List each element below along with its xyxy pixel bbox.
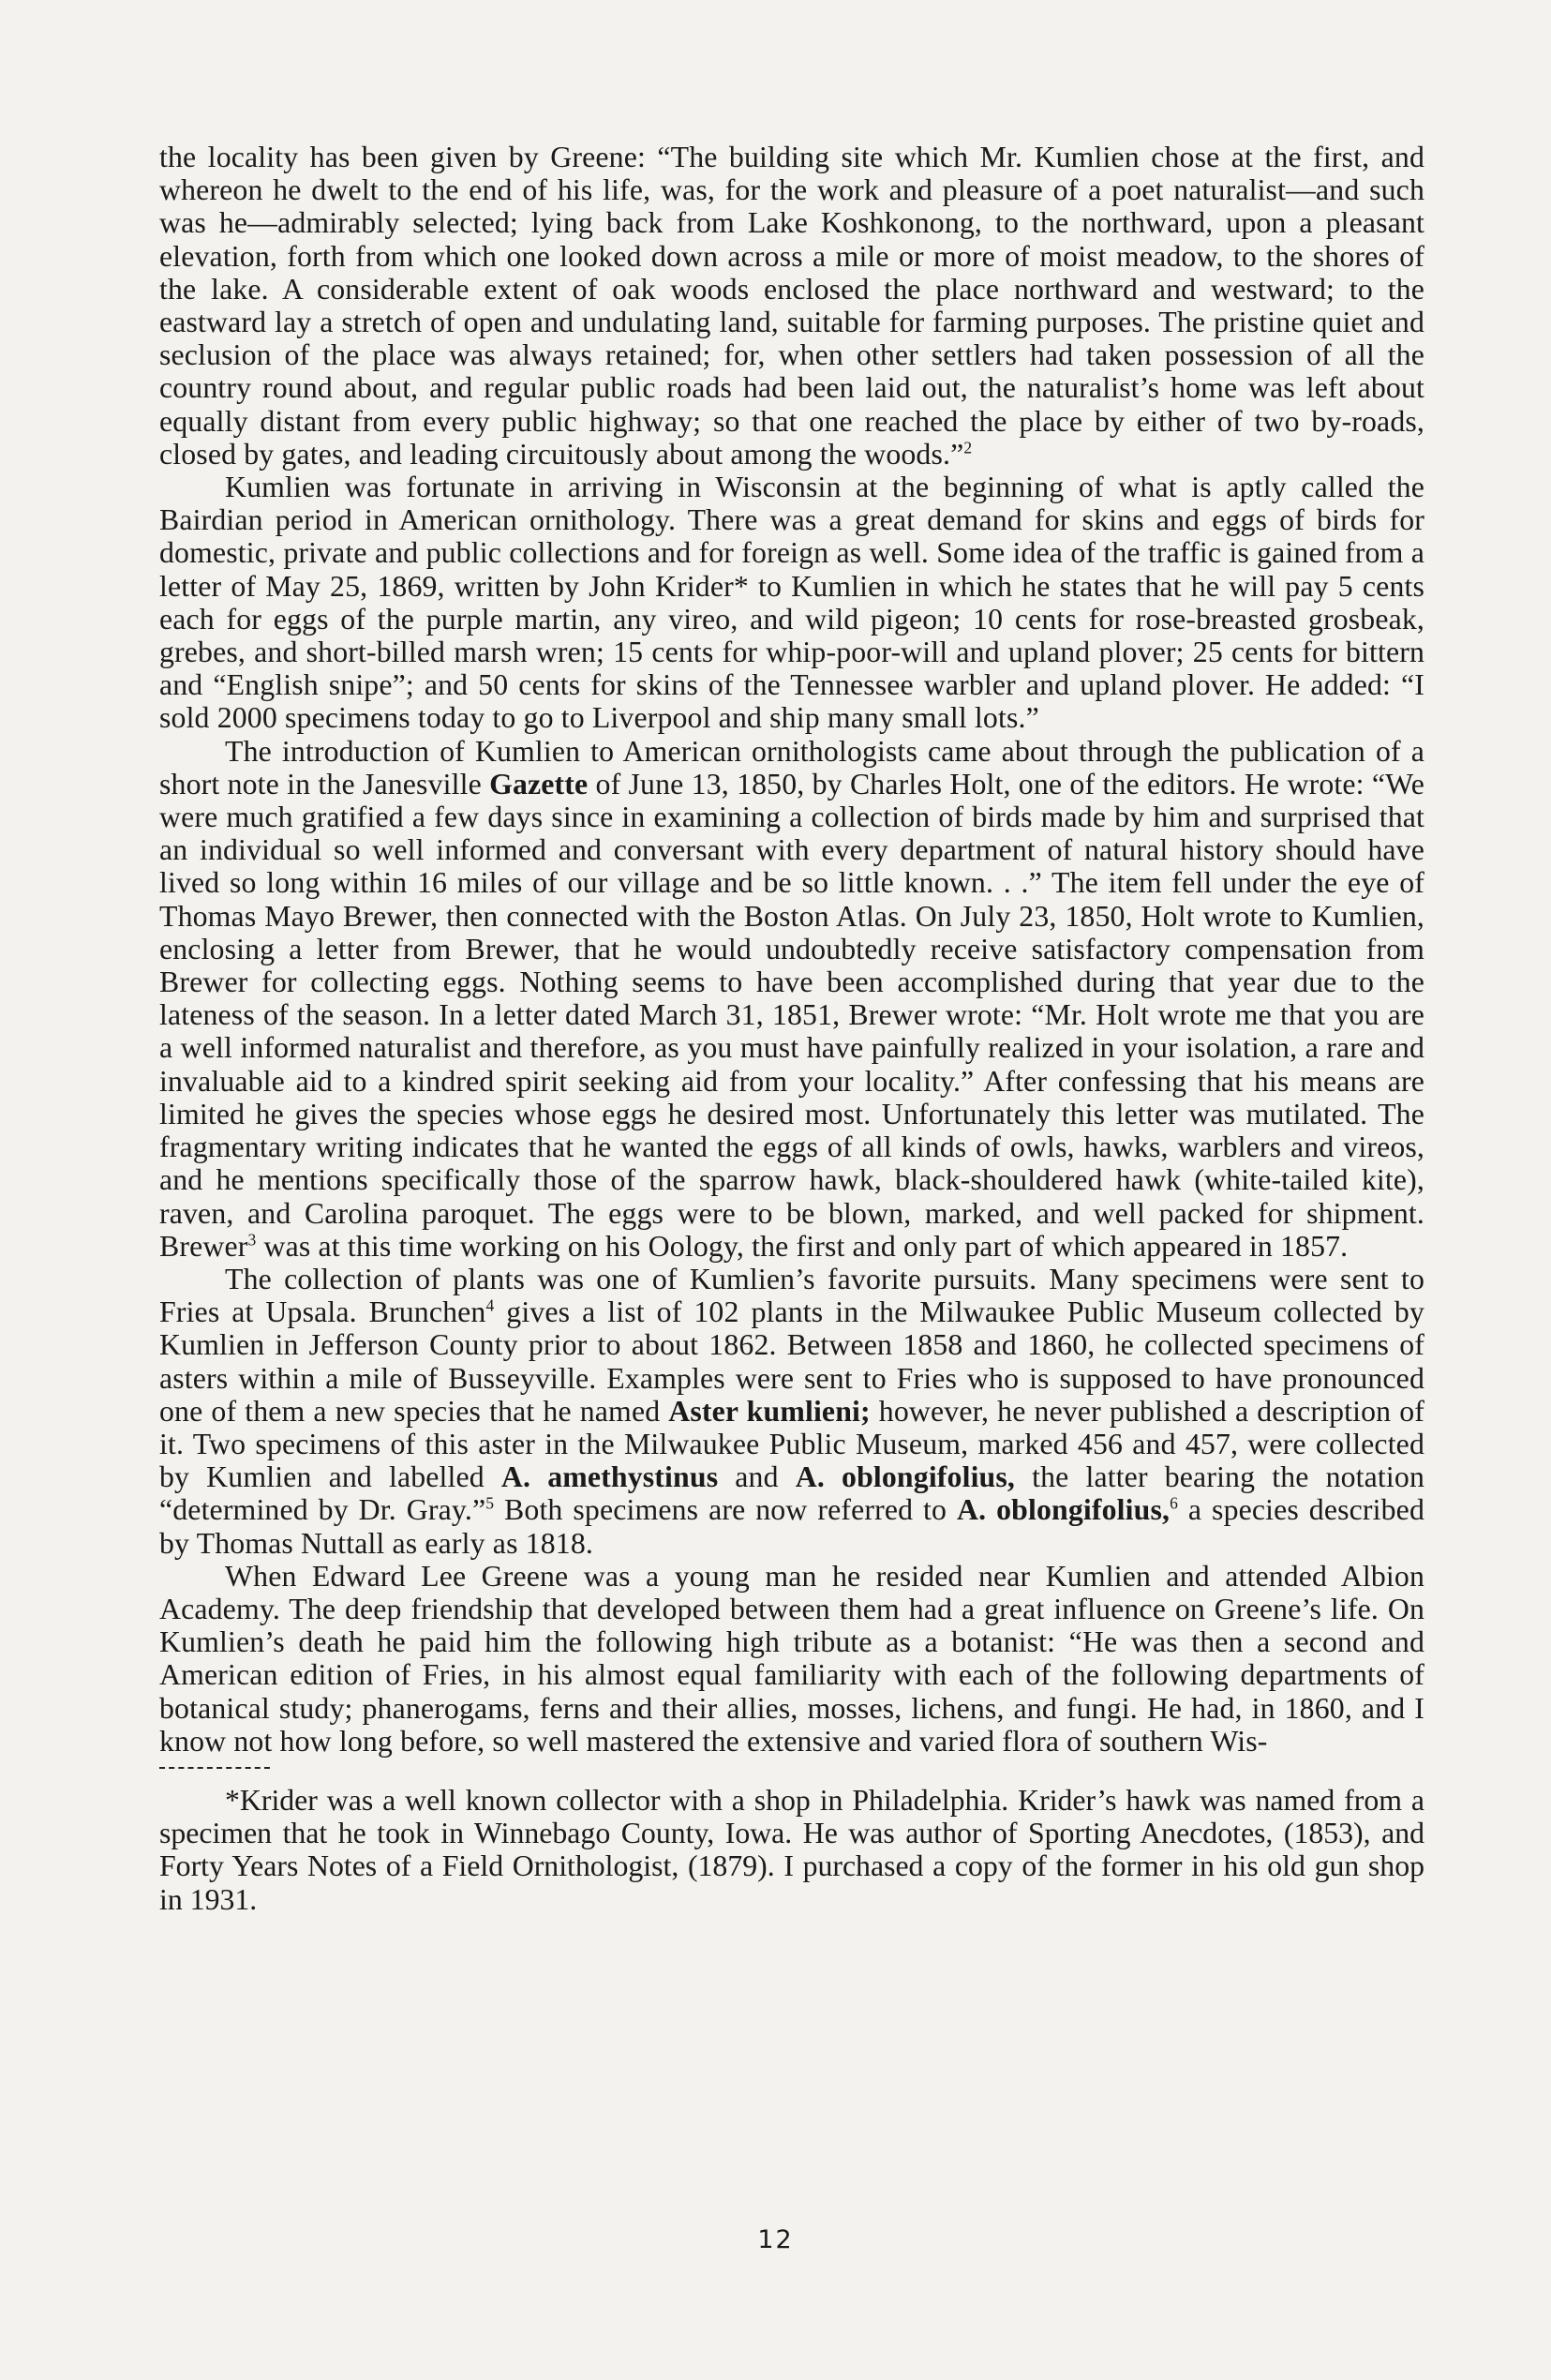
text-run: the latter bearing the notation “determined by Dr. Gray.” — [159, 1460, 1424, 1527]
text-run: was at this time working on his Oology, the first and only part of which appeared in 1857. — [256, 1229, 1349, 1263]
paragraph — [159, 735, 1424, 1263]
paragraph — [159, 471, 1424, 735]
bold-term: Aster kumlieni; — [668, 1394, 871, 1428]
footnote: *Krider was a well known collector with a shop in Philadelphia. Krider’s hawk was named from a specimen that he took in Winnebago County, Iowa. He was author of Sporting Anecdotes, (1853), and Forty Years Notes of a Field Ornithologist, (1879). I purchased a copy of the former in his old gun shop in 1931. — [159, 1783, 1424, 1916]
text-run: Both specimens are now referred to — [494, 1493, 957, 1527]
page-number: 12 — [757, 2225, 794, 2254]
paragraph — [159, 141, 1424, 471]
bold-term: A. oblongifolius, — [795, 1460, 1016, 1494]
text-run: When Edward Lee Greene was a young man he resided near Kumlien and attended Albion Academy. The deep friendship that developed between them had a great influence on Greene’s life. On Kumlien’s death he paid him the following high tribute as a botanist: “He was then a second and American edition of Fries, in his almost equal familiarity with each of the following departments of botanical study; phanerogams, ferns and their allies, mosses, lichens, and fungi. He had, in 1860, and I know not how long before, so well mastered the extensive and varied flora of southern Wis- — [159, 1559, 1424, 1758]
text-run: The collection of plants was one of Kumlien’s favorite pursuits. Many specimens were sent to Fries at Upsala. Brunchen — [159, 1262, 1424, 1329]
text-run: the locality has been given by Greene: “The building site which Mr. Kumlien chose at the first, and whereon he dwelt to the end of his life, was, for the work and pleasure of a poet naturalist—and such was he—admirably selected; lying back from Lake Koshkonong, to the northward, upon a pleasant elevation, forth from which one looked down across a mile or more of moist meadow, to the shores of the lake. A considerable extent of oak woods enclosed the place northward and westward; to the eastward lay a stretch of open and undulating land, suitable for farming purposes. The pristine quiet and seclusion of the place was always retained; for, when other settlers had taken possession of all the country round about, and regular public roads had been laid out, the naturalist’s home was left about equally distant from every public highway; so that one reached the place by either of two by-roads, closed by gates, and leading circuitously about among the woods.” — [159, 141, 1424, 471]
paragraph — [159, 1263, 1424, 1560]
bold-term: Gazette — [489, 767, 589, 801]
footnote-reference: 4 — [485, 1295, 495, 1315]
footnote-reference: 3 — [247, 1230, 257, 1250]
text-run: The introduction of Kumlien to American ornithologists came about through the publication of a short note in the Janesville — [159, 734, 1424, 801]
text-run: a species described by Thomas Nuttall as early as 1818. — [159, 1493, 1424, 1560]
text-run: Kumlien was fortunate in arriving in Wisconsin at the beginning of what is aptly called the Bairdian period in American ornithology. There was a great demand for skins and eggs of birds for domestic, private and public collections and for foreign as well. Some idea of the traffic is gained from a letter of May 25, 1869, written by John Krider* to Kumlien in which he states that he will pay 5 cents each for eggs of the purple martin, any vireo, and wild pigeon; 10 cents for rose-breasted grosbeak, grebes, and short-billed marsh wren; 15 cents for whip-poor-will and upland plover; 25 cents for bittern and “English snipe”; and 50 cents for skins of the Tennessee warbler and upland plover. He added: “I sold 2000 specimens today to go to Liverpool and ship many small lots.” — [159, 471, 1424, 735]
page-body — [159, 141, 1424, 1916]
text-run: gives a list of 102 plants in the Milwaukee Public Museum collected by Kumlien in Jefferson County prior to about 1862. Between 1858 and 1860, he collected specimens of asters within a mile of Busseyville. Examples were sent to Fries who is supposed to have pronounced one of them a new species that he named — [159, 1295, 1425, 1428]
text-run: of June 13, 1850, by Charles Holt, one of the editors. He wrote: “We were much gratified a few days since in examining a collection of birds made by him and surprised that an individual so well informed and conversant with every department of natural history should have lived so long within 16 miles of our village and be so little known. . .” The item fell under the eye of Thomas Mayo Brewer, then connected with the Boston Atlas. On July 23, 1850, Holt wrote to Kumlien, enclosing a letter from Brewer, that he would undoubtedly receive satisfactory compensation from Brewer for collecting eggs. Nothing seems to have been accomplished during that year due to the lateness of the season. In a letter dated March 31, 1851, Brewer wrote: “Mr. Holt wrote me that you are a well informed naturalist and therefore, as you must have painfully realized in your isolation, a rare and invaluable aid to a kindred spirit seeking aid from your locality.” After confessing that his means are limited he gives the species whose eggs he desired most. Unfortunately this letter was mutilated. The fragmentary writing indicates that he wanted the eggs of all kinds of owls, hawks, warblers and vireos, and he mentions specifically those of the sparrow hawk, black-shouldered hawk (white-tailed kite), raven, and Carolina paroquet. The eggs were to be blown, marked, and well packed for shipment. Brewer — [159, 767, 1424, 1263]
paragraph — [159, 1560, 1424, 1758]
text-run: and — [718, 1460, 796, 1494]
text-run: however, he never published a description of it. Two specimens of this aster in the Milwaukee Public Museum, marked 456 and 457, were collected by Kumlien and labelled — [159, 1394, 1425, 1494]
footnote-reference: 2 — [963, 438, 973, 457]
footnote-reference: 6 — [1170, 1493, 1178, 1513]
footnote-divider — [159, 1767, 270, 1769]
footnote-reference: 5 — [485, 1493, 495, 1513]
body-text — [159, 141, 1424, 1758]
bold-term: A. oblongifolius, — [956, 1493, 1171, 1527]
bold-term: A. amethystinus — [500, 1460, 719, 1494]
